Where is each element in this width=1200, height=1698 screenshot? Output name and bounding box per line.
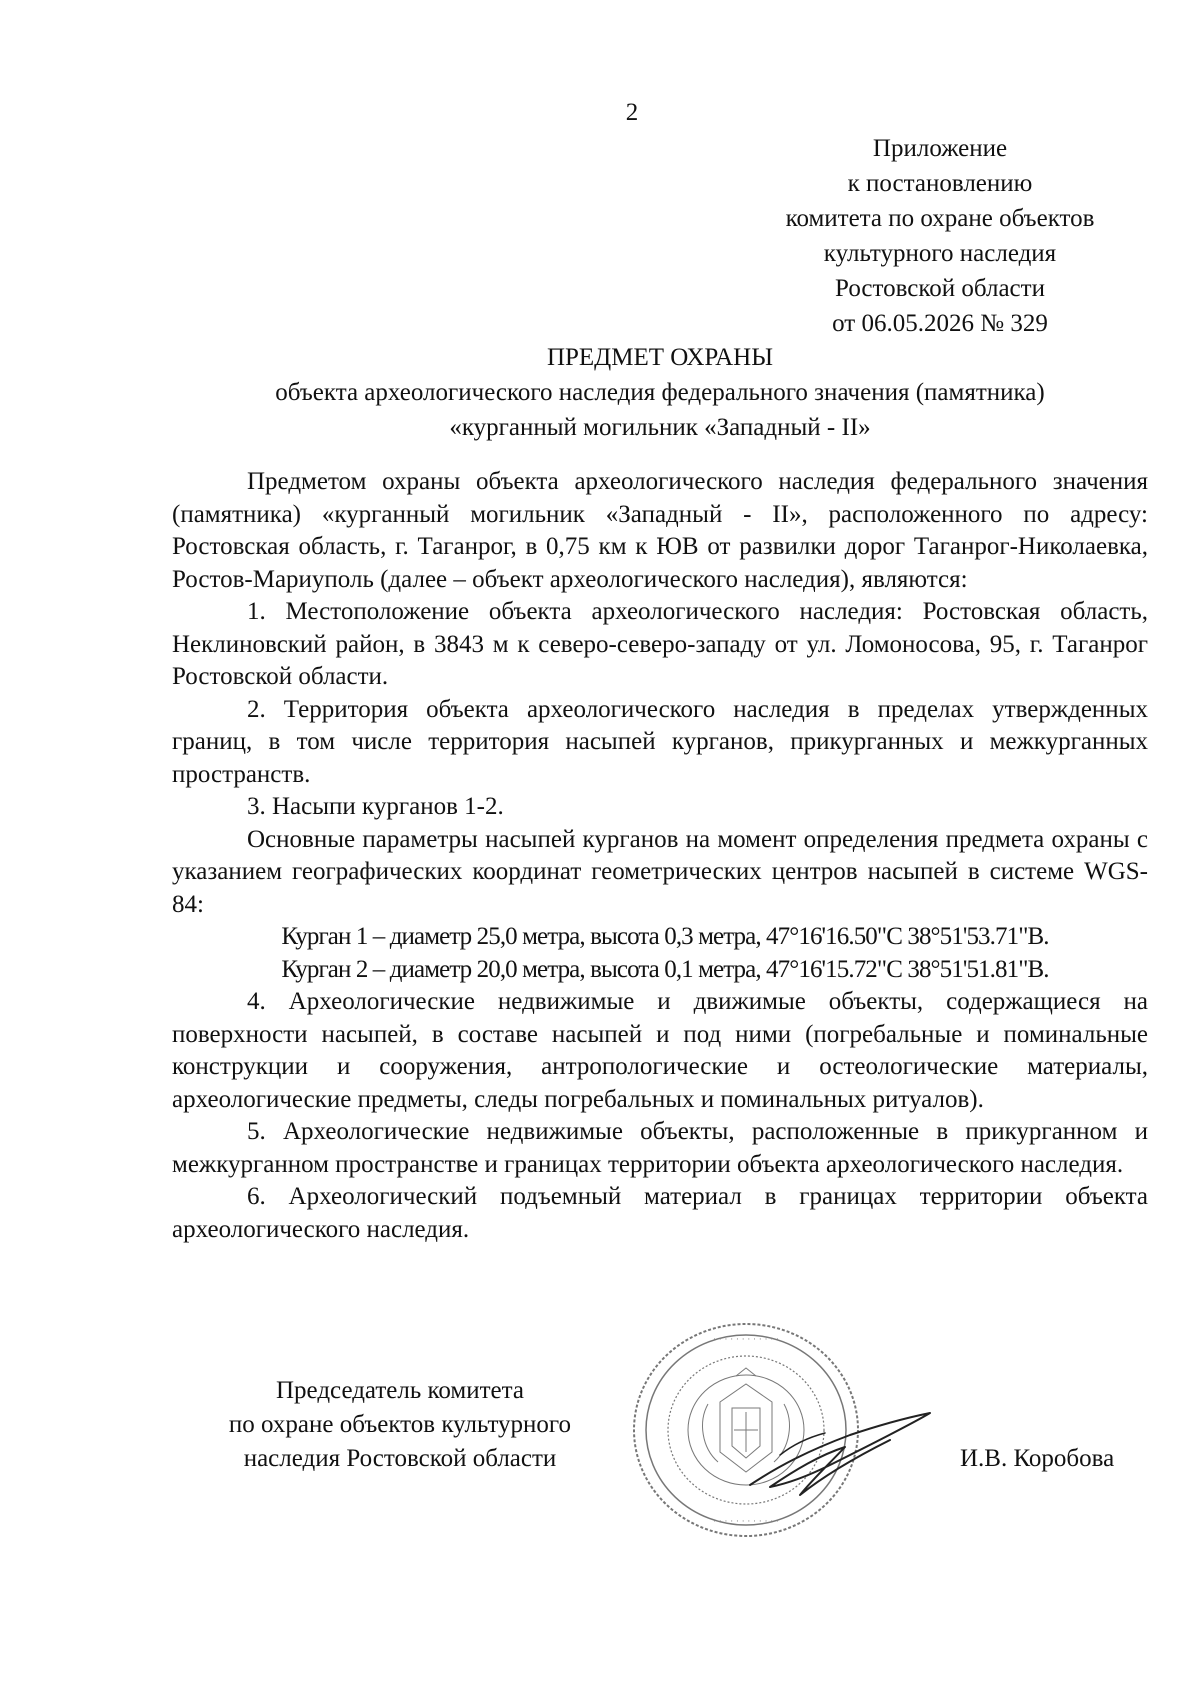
item-6-paragraph: 6. Археологический подъемный материал в границах территории объекта археологического наследия.	[172, 1183, 1148, 1243]
document-body	[172, 466, 1148, 1246]
appendix-line: от 06.05.2026 № 329	[832, 310, 1048, 337]
appendix-line: Ростовской области	[835, 275, 1045, 302]
title-heading: ПРЕДМЕТ ОХРАНЫ	[546, 344, 774, 371]
appendix-header	[740, 131, 1140, 341]
intro-paragraph: Предметом охраны объекта археологического наследия федерального значения (памятника) «курганный могильник «Западный - II», расположенного по адресу: Ростовская область, г. Таганрог, в 0,75 км к ЮВ от развилки дорог Таганрог-Николаевка, Ростов-Мариуполь (далее – объект археологического наследия), являются:	[172, 468, 1148, 593]
svg-text:· · · · · · · · · · · ·: · · · · · · · · · · · ·	[713, 1517, 779, 1527]
title-subtitle: объекта археологического наследия федерального значения (памятника)	[275, 379, 1045, 406]
appendix-line: Приложение	[872, 135, 1008, 162]
appendix-line: комитета по охране объектов	[785, 205, 1095, 232]
item-3-paragraph: 3. Насыпи курганов 1-2.	[247, 793, 504, 820]
signer-position-line: по охране объектов культурного	[228, 1411, 572, 1438]
item-4-paragraph: 4. Археологические недвижимые и движимые объекты, содержащиеся на поверхности насыпей, в составе насыпей и под ними (погребальные и поминальные конструкции и сооружения, антропологические и остеологические материалы, археологические предметы, следы погребальных и поминальных ритуалов).	[172, 988, 1148, 1113]
signer-position-line: наследия Ростовской области	[243, 1445, 557, 1472]
signer-position	[180, 1374, 620, 1476]
title-object-name: «курганный могильник «Западный - II»	[449, 414, 871, 441]
appendix-line: к постановлению	[847, 170, 1033, 197]
appendix-line: культурного наследия	[823, 240, 1057, 267]
page-number: 2	[625, 99, 639, 126]
handwritten-signature	[740, 1395, 940, 1515]
signer-position-line: Председатель комитета	[276, 1377, 524, 1404]
kurgan-2-line: Курган 2 – диаметр 20,0 метра, высота 0,1 метра, 47°16'15.72"С 38°51'51.81"В.	[281, 955, 1049, 983]
item-1-paragraph: 1. Местоположение объекта археологического наследия: Ростовская область, Неклиновский район, в 3843 м к северо-северо-западу от ул. Ломоносова, 95, г. Таганрог Ростовской области.	[172, 598, 1148, 690]
kurgan-1-line: Курган 1 – диаметр 25,0 метра, высота 0,3 метра, 47°16'16.50"С 38°51'53.71"В.	[281, 923, 1049, 950]
signer-name: И.В. Коробова	[960, 1445, 1115, 1472]
item-2-paragraph: 2. Территория объекта археологического наследия в пределах утвержденных границ, в том числе территория насыпей курганов, прикурганных и межкурганных пространств.	[172, 695, 1148, 788]
item-5-paragraph: 5. Археологические недвижимые объекты, расположенные в прикурганном и межкурганном пространстве и границах территории объекта археологического наследия.	[172, 1118, 1148, 1178]
params-paragraph: Основные параметры насыпей курганов на момент определения предмета охраны с указанием географических координат геометрических центров насыпей в системе WGS-84:	[172, 825, 1148, 918]
document-title	[150, 340, 1170, 445]
svg-text:· · · · · · · · · · · ·: · · · · · · · · · · · ·	[713, 1335, 779, 1345]
